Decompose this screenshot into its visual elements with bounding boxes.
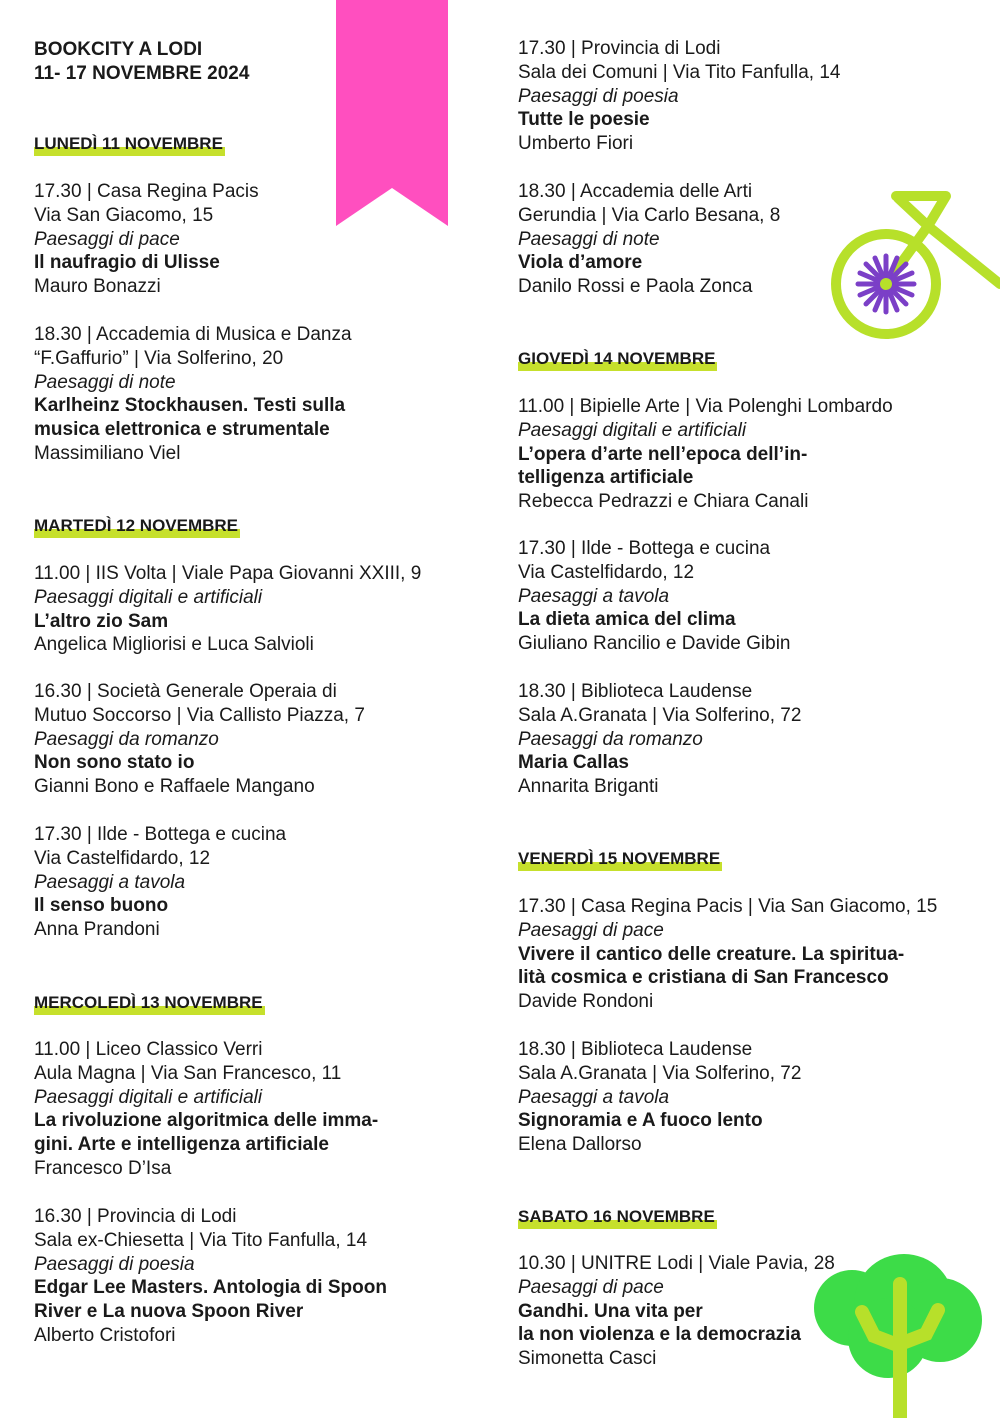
event-category: Paesaggi a tavola [518, 1086, 670, 1108]
event-address: Via Castelfidardo, 12 [34, 847, 211, 869]
event-title-line: lità cosmica e cristiana di San Francesco [518, 967, 889, 989]
event-category: Paesaggi di pace [518, 919, 664, 941]
day-label: LUNEDÌ 11 NOVEMBRE [34, 134, 225, 156]
event-address: Gerundia | Via Carlo Besana, 8 [518, 204, 781, 226]
event-title-line: La rivoluzione algoritmica delle imma- [34, 1110, 379, 1132]
event-category: Paesaggi a tavola [34, 871, 186, 893]
document-title [34, 38, 249, 86]
event-speakers: Francesco D’Isa [34, 1157, 172, 1179]
event-title-line: Maria Callas [518, 752, 629, 774]
event-item [518, 37, 978, 156]
event-time-venue: 17.30 | Ilde - Bottega e cucina [518, 538, 771, 559]
event-category: Paesaggi di poesia [518, 85, 679, 107]
event-speakers: Anna Prandoni [34, 919, 160, 941]
event-category: Paesaggi di poesia [34, 1253, 195, 1275]
event-category: Paesaggi di pace [34, 228, 180, 250]
event-title [34, 751, 484, 775]
event-item [518, 537, 978, 656]
event-speakers: Giuliano Rancilio e Davide Gibin [518, 633, 791, 655]
event-title [518, 108, 978, 132]
event-title-line: Gandhi. Una vita per [518, 1300, 703, 1322]
event-title [518, 943, 978, 991]
event-item [34, 680, 484, 799]
event-time-venue: 18.30 | Accademia delle Arti [518, 181, 753, 202]
event-address: Sala A.Granata | Via Solferino, 72 [518, 704, 802, 726]
event-title [34, 251, 484, 275]
event-category: Paesaggi di pace [518, 1276, 664, 1298]
event-title [34, 610, 484, 634]
day-label: MERCOLEDÌ 13 NOVEMBRE [34, 993, 265, 1015]
event-title-line: la non violenza e la democrazia [518, 1324, 801, 1346]
event-title [518, 751, 978, 775]
event-title-line: Karlheinz Stockhausen. Testi sulla [34, 395, 346, 417]
event-title [518, 1300, 978, 1348]
event-speakers: Elena Dallorso [518, 1134, 642, 1156]
event-speakers: Simonetta Casci [518, 1348, 657, 1370]
event-item [34, 180, 484, 299]
event-item [34, 1205, 484, 1348]
event-address: Via Castelfidardo, 12 [518, 561, 695, 583]
event-title [34, 1276, 484, 1324]
event-speakers: Alberto Cristofori [34, 1324, 176, 1346]
day-label: GIOVEDÌ 14 NOVEMBRE [518, 349, 717, 371]
event-category: Paesaggi digitali e artificiali [34, 1086, 263, 1108]
event-speakers: Umberto Fiori [518, 133, 634, 155]
event-title [518, 1109, 978, 1133]
event-title-line: musica elettronica e strumentale [34, 419, 330, 441]
event-title [518, 608, 978, 632]
event-speakers: Gianni Bono e Raffaele Mangano [34, 776, 315, 798]
event-category: Paesaggi da romanzo [34, 728, 219, 750]
event-address: Sala ex-Chiesetta | Via Tito Fanfulla, 14 [34, 1229, 368, 1251]
event-address: Mutuo Soccorso | Via Callisto Piazza, 7 [34, 704, 365, 726]
event-item [518, 680, 978, 799]
day-heading-tuesday [34, 516, 484, 538]
event-title-line: gini. Arte e intelligenza artificiale [34, 1134, 329, 1156]
event-title-line: Edgar Lee Masters. Antologia di Spoon [34, 1277, 387, 1299]
event-title-line: L’opera d’arte nell’epoca dell’in- [518, 443, 808, 465]
event-title-line: Il senso buono [34, 895, 169, 917]
event-category: Paesaggi di note [518, 228, 660, 250]
day-label: SABATO 16 NOVEMBRE [518, 1207, 717, 1229]
event-title-line: L’altro zio Sam [34, 610, 169, 632]
event-speakers: Angelica Migliorisi e Luca Salvioli [34, 634, 314, 656]
event-item [34, 323, 484, 466]
event-title-line: Non sono stato io [34, 752, 195, 774]
title-line-2: 11- 17 NOVEMBRE 2024 [34, 63, 250, 84]
event-title [34, 894, 484, 918]
day-label: VENERDÌ 15 NOVEMBRE [518, 849, 722, 871]
event-address: Via San Giacomo, 15 [34, 204, 214, 226]
event-speakers: Davide Rondoni [518, 991, 654, 1013]
event-time-venue: 11.00 | IIS Volta | Viale Papa Giovanni XXIII, 9 [34, 563, 422, 584]
event-item [34, 562, 484, 657]
event-address: Aula Magna | Via San Francesco, 11 [34, 1062, 342, 1084]
event-item [34, 823, 484, 942]
event-item [518, 1038, 978, 1157]
event-title [518, 251, 978, 275]
event-title-line: River e La nuova Spoon River [34, 1301, 304, 1323]
event-title [518, 443, 978, 491]
event-category: Paesaggi digitali e artificiali [34, 586, 263, 608]
event-time-venue: 11.00 | Bipielle Arte | Via Polenghi Lombardo [518, 396, 893, 417]
event-address: “F.Gaffurio” | Via Solferino, 20 [34, 347, 284, 369]
event-item [518, 1252, 978, 1371]
event-category: Paesaggi di note [34, 371, 176, 393]
day-heading-friday [518, 849, 978, 871]
event-item [518, 180, 978, 299]
event-time-venue: 17.30 | Ilde - Bottega e cucina [34, 824, 287, 845]
event-speakers: Massimiliano Viel [34, 442, 181, 464]
event-time-venue: 17.30 | Provincia di Lodi [518, 38, 721, 59]
event-time-venue: 18.30 | Biblioteca Laudense [518, 1039, 753, 1060]
event-title-line: Viola d’amore [518, 252, 643, 274]
event-title [34, 394, 484, 442]
event-title-line: La dieta amica del clima [518, 609, 736, 631]
event-time-venue: 11.00 | Liceo Classico Verri [34, 1039, 263, 1060]
event-speakers: Danilo Rossi e Paola Zonca [518, 276, 753, 298]
event-title-line: telligenza artificiale [518, 467, 694, 489]
event-category: Paesaggi a tavola [518, 585, 670, 607]
day-heading-monday [34, 134, 484, 156]
event-time-venue: 17.30 | Casa Regina Pacis | Via San Giacomo, 15 [518, 896, 938, 917]
event-time-venue: 18.30 | Accademia di Musica e Danza [34, 324, 352, 345]
event-category: Paesaggi digitali e artificiali [518, 419, 747, 441]
event-time-venue: 17.30 | Casa Regina Pacis [34, 181, 259, 202]
event-time-venue: 16.30 | Provincia di Lodi [34, 1206, 237, 1227]
event-title-line: Vivere il cantico delle creature. La spiritua- [518, 943, 905, 965]
event-time-venue: 16.30 | Società Generale Operaia di [34, 681, 337, 702]
event-item [34, 1038, 484, 1181]
event-title-line: Il naufragio di Ulisse [34, 252, 220, 274]
day-heading-wednesday [34, 993, 484, 1015]
event-time-venue: 18.30 | Biblioteca Laudense [518, 681, 753, 702]
event-item [518, 395, 978, 514]
event-address: Sala dei Comuni | Via Tito Fanfulla, 14 [518, 61, 841, 83]
title-line-1: BOOKCITY A LODI [34, 39, 203, 60]
event-time-venue: 10.30 | UNITRE Lodi | Viale Pavia, 28 [518, 1253, 835, 1274]
event-title [34, 1109, 484, 1157]
day-label: MARTEDÌ 12 NOVEMBRE [34, 516, 240, 538]
event-address: Sala A.Granata | Via Solferino, 72 [518, 1062, 802, 1084]
event-title-line: Signoramia e A fuoco lento [518, 1110, 763, 1132]
event-speakers: Rebecca Pedrazzi e Chiara Canali [518, 491, 809, 513]
event-item [518, 895, 978, 1014]
day-heading-thursday [518, 349, 978, 371]
event-speakers: Annarita Briganti [518, 776, 659, 798]
day-heading-saturday [518, 1207, 978, 1229]
event-speakers: Mauro Bonazzi [34, 276, 161, 298]
event-category: Paesaggi da romanzo [518, 728, 703, 750]
event-title-line: Tutte le poesie [518, 109, 650, 131]
